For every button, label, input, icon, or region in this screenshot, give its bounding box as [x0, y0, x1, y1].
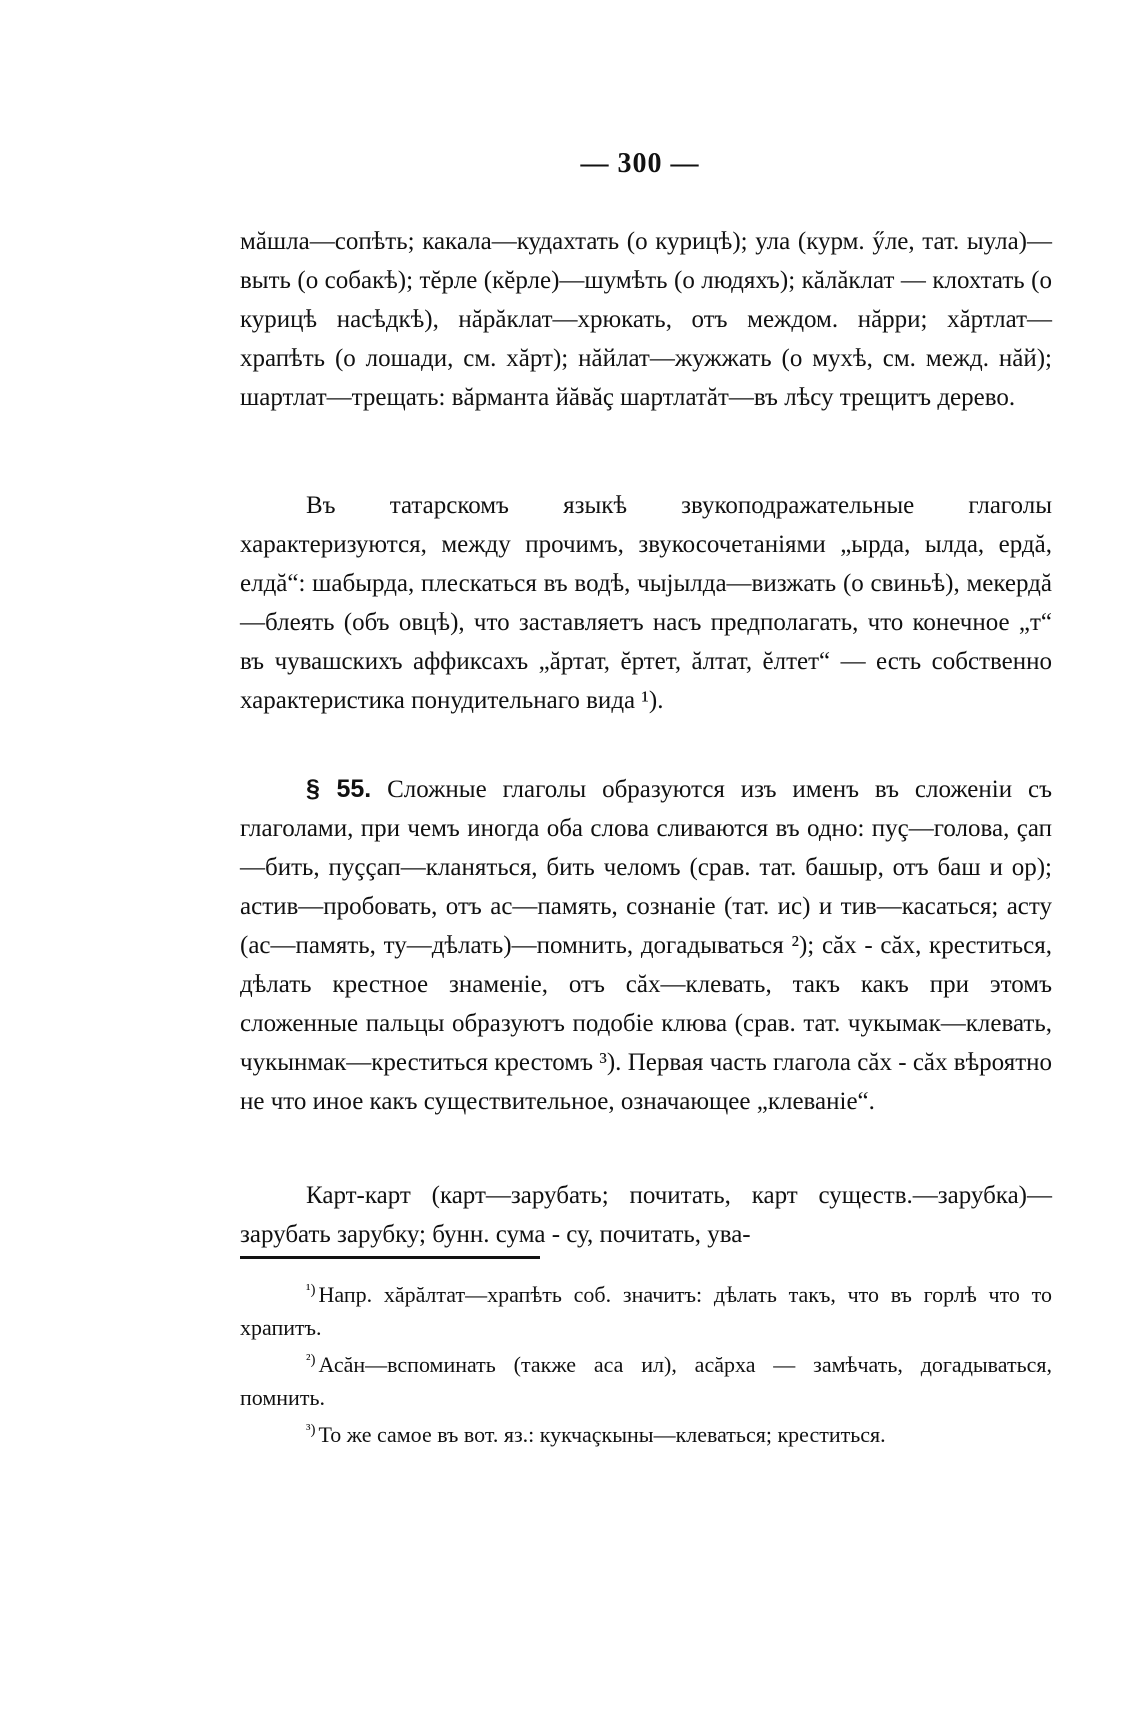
- paragraph-text: Карт-карт (карт—зарубать; почитать, карт существ.—зарубка)—зарубать зарубку; бунн. сума - су, почитать, ува-: [240, 1182, 1052, 1248]
- paragraph-onomatopoeic-verbs: [240, 222, 1052, 417]
- page-number: — 300 —: [580, 148, 700, 179]
- paragraph-text: Въ татарскомъ языкѣ звукоподражательные глаголы характеризуются, между прочимъ, звукосочетаніями „ырда, ылда, ердă, елдă“: шабырда, плескаться въ водѣ, чыјылда—визжать (о свиньѣ), мекердă—блеять (объ овцѣ), что заставляетъ насъ предполагать, что конечное „т“ въ чувашскихъ аффиксахъ „ăртат, ĕртет, ăлтат, ĕлтет“ — есть собственно характеристика понудительнаго вида ¹).: [240, 492, 1052, 714]
- paragraph-text: Сложные глаголы образуются изъ именъ въ сложеніи съ глаголами, при чемъ иногда оба слова сливаются въ одно: пуç—голова, çап—бить, пуççап—кланяться, бить челомъ (срав. тат. башыр, отъ баш и ор); астив—пробовать, отъ ас—память, сознаніе (тат. ис) и тив—касаться; асту (ас—память, ту—дѣлать)—помнить, догадываться ²); сăх - сăх, креститься, дѣлать крестное знаменіе, отъ сăх—клевать, такъ какъ при этомъ сложенные пальцы образуютъ подобіе клюва (срав. тат. чукымак—клевать, чукынмак—креститься крестомъ ³). Первая часть глагола сăх - сăх вѣроятно не что иное какъ существительное, означающее „клеваніе“.: [240, 776, 1052, 1115]
- footnote-1: [240, 1274, 1052, 1344]
- footnote-text: Напр. хăрăлтат—храпѣть соб. значитъ: дѣлать такъ, что въ горлѣ что то храпитъ.: [240, 1282, 1052, 1340]
- footnote-mark: ²): [306, 1352, 316, 1368]
- paragraph-tatar-comparison: [240, 486, 1052, 720]
- footnote-mark: ³): [306, 1422, 316, 1438]
- footnote-2: [240, 1344, 1052, 1414]
- footnote-text: То же самое въ вот. яз.: кукчаçкыны—клеваться; креститься.: [318, 1422, 886, 1447]
- footnote-mark: ¹): [306, 1282, 316, 1298]
- section-heading: § 55.: [306, 775, 372, 803]
- paragraph-kart-kart: [240, 1176, 1052, 1254]
- footnotes: [240, 1274, 1052, 1451]
- footnote-text: Асăн—вспоминать (также аса ил), асăрха — замѣчать, догадываться, помнить.: [240, 1352, 1052, 1410]
- paragraph-text: мăшла—сопѣть; какала—кудахтать (о курицѣ); ула (курм. ӳле, тат. ыула)—выть (о собакѣ); тĕрле (кĕрле)—шумѣть (о людяхъ); кăлăклат — клохтать (о курицѣ насѣдкѣ), нăрăклат—хрюкать, отъ междом. нăрри; хăртлат—храпѣть (о лошади, см. хăрт); нăйлат—жужжать (о мухѣ, см. межд. нăй); шартлат—трещать: вăрманта йăвăç шартлатăт—въ лѣсу трещитъ дерево.: [240, 228, 1052, 411]
- footnote-divider: [240, 1256, 540, 1259]
- footnote-3: [240, 1414, 1052, 1451]
- paragraph-section-55: [240, 770, 1052, 1121]
